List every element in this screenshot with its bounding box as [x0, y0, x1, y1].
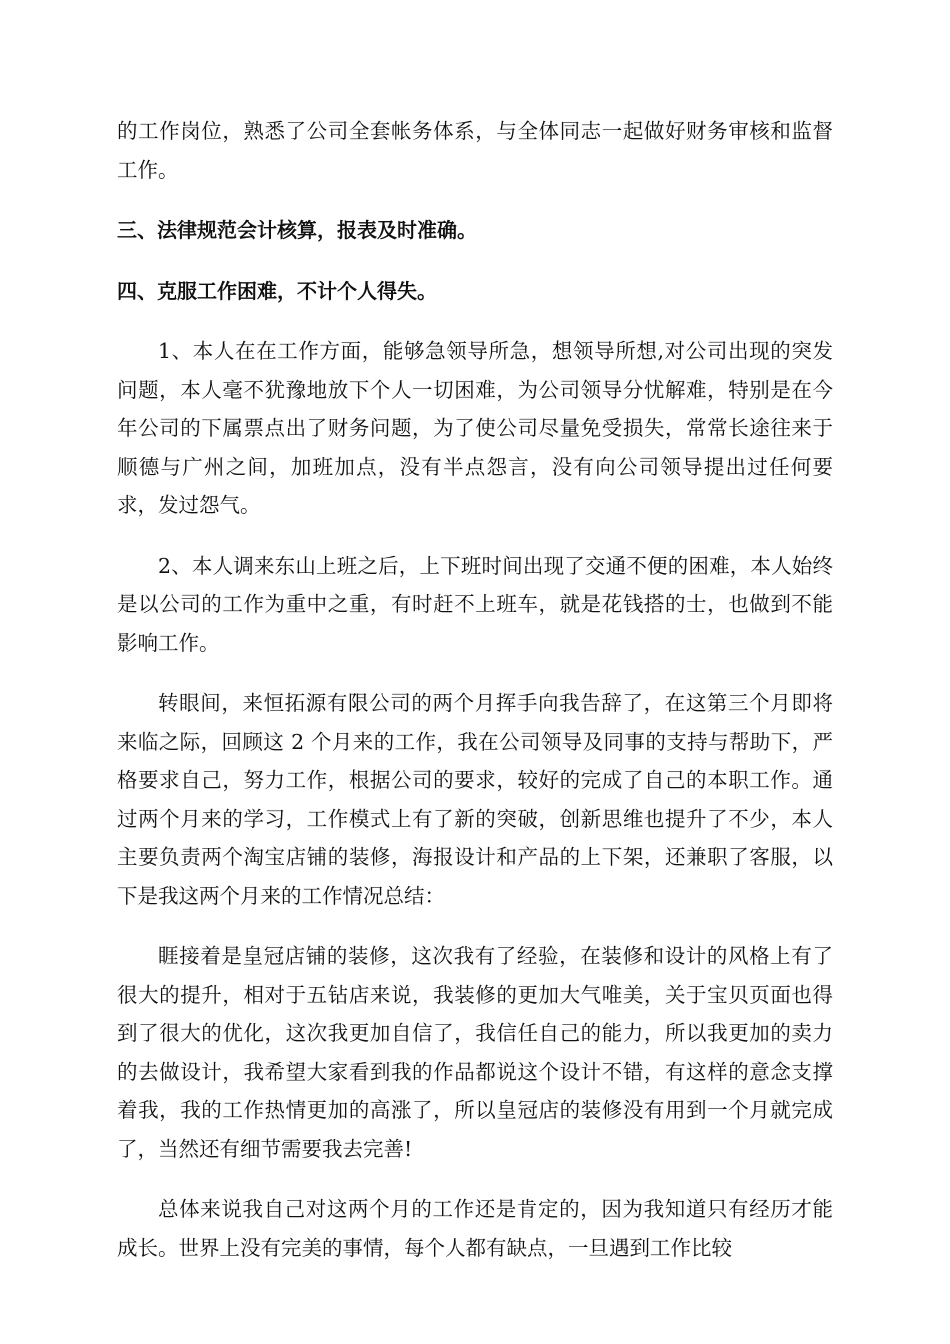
heading-section-four: 四、克服工作困难，不计个人得失。: [117, 278, 437, 303]
paragraph-overall-summary: 总体来说我自己对这两个月的工作还是肯定的，因为我知道只有经历才能成长。世界上没有完美的事情，每个人都有缺点，一旦遇到工作比较: [117, 1197, 833, 1260]
paragraph-crown-shop-decoration: 睚接着是皇冠店铺的装修，这次我有了经验，在装修和设计的风格上有了很大的提升，相对于五钻店来说，我装修的更加大气唯美，关于宝贝页面也得到了很大的优化，这次我更加自信了，我信任自己的能力，所以我更加的卖力的去做设计，我希望大家看到我的作品都说这个设计不错，有这样的意念支撑着我，我的工作热情更加的高涨了，所以皇冠店的装修没有用到一个月就完成了，当然还有细节需要我去完善!: [117, 944, 833, 1161]
paragraph-audit-duty: 的工作岗位，熟悉了公司全套帐务体系，与全体同志一起做好财务审核和监督工作。: [117, 119, 833, 182]
paragraph-point-two: 2、本人调来东山上班之后，上下班时间出现了交通不便的困难，本人始终是以公司的工作为重中之重，有时赶不上班车，就是花钱搭的士，也做到不能影响工作。: [117, 553, 833, 655]
paragraph-two-month-review: 转眼间，来恒拓源有限公司的两个月挥手向我告辞了，在这第三个月即将来临之际，回顾这 2 个月来的工作，我在公司领导及同事的支持与帮助下，严格要求自己，努力工作，根据公司的要求，较好的完成了自己的本职工作。通过两个月来的学习，工作模式上有了新的突破，创新思维也提升了不少，本人主要负责两个淘宝店铺的装修，海报设计和产品的上下架，还兼职了客服，以下是我这两个月来的工作情况总结：: [117, 691, 833, 908]
document-page: [117, 112, 833, 1289]
paragraph-point-one: 1、本人在在工作方面，能够急领导所急，想领导所想,对公司出现的突发问题，本人毫不犹豫地放下个人一切困难，为公司领导分忧解难，特别是在今年公司的下属票点出了财务问题，为了使公司尽量免受损失，常常长途往来于顺德与广州之间，加班加点，没有半点怨言，没有向公司领导提出过任何要求，发过怨气。: [117, 339, 833, 517]
heading-section-three: 三、法律规范会计核算，报表及时准确。: [117, 218, 477, 242]
